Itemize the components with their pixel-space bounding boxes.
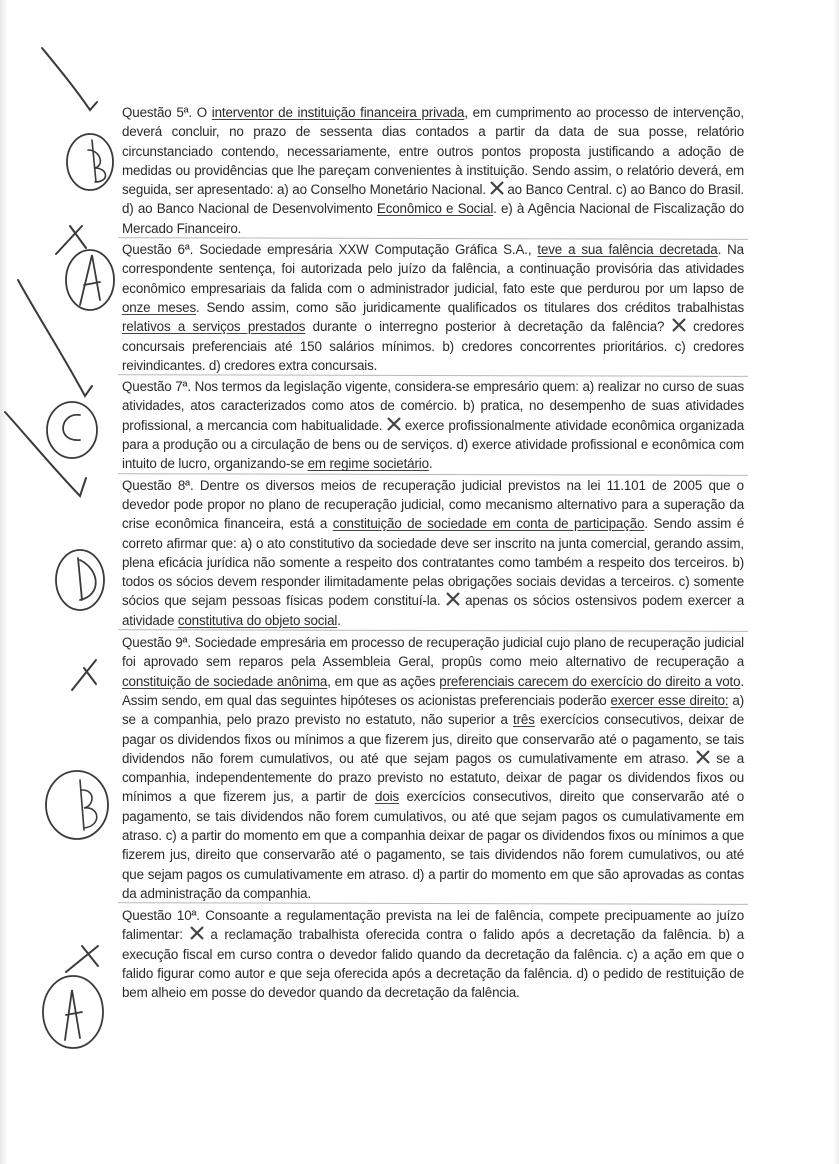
question-8: Questão 8ª. Dentre os diversos meios de recuperação judicial previstos na lei 11.101 de 2005 que o devedor pode propor no plano de recuperação judicial, como mecanismo alternativo para a superação da crise econômica financeira, está a constituição de sociedade em conta de participação. Sendo assim é correto afirmar que: a) o ato constitutivo da sociedade deve ser inscrito na junta comercial, gerando assim, plena eficácia jurídica não somente a respeito dos contratantes como também a respeito dos terceiros. b) todos os sócios devem responder ilimitadamente pelas obrigações sociais devidas a terceiros. c) somente sócios que sejam pessoas físicas podem constituí-la. apenas os sócios ostensivos podem exercer a atividade constitutiva do objeto social. <box>122 477 745 628</box>
answer-text: a reclamação trabalhista oferecida contra o falido após a decretação da falência. b) a execução fiscal em curso contra o devedor falido quando da decretação da falência. c) a ação em que o falido figurar como autor e que seja oferecida após a decretação da falência. d) o pedido de restituição de bem alheio em posse do devedor quando da decretação da falência. <box>122 927 745 1001</box>
question-label: Questão 8ª. <box>122 477 194 493</box>
question-5: Questão 5ª. O interventor de instituição financeira privada, em cumprimento ao processo de intervenção, deverá concluir, no prazo de sessenta dias contados a partir da data de sua posse, relatório circunstanciado contendo, necessariamente, entre outros pontos proposta justificando a adoção de medidas ou providências que lhe pareçam convenientes à instituição. Sendo assim, o relatório deverá, em seguida, ser apresentado: a) ao Conselho Monetário Nacional. ao Banco Central. c) ao Banco do Brasil. d) ao Banco Nacional de Desenvolvimento Econômico e Social. e) à Agência Nacional de Fiscalização do Mercado Financeiro. <box>122 105 744 236</box>
crossed-option-icon <box>696 752 710 764</box>
answer-text: apenas os sócios ostensivos podem exercer a atividade <box>122 593 744 628</box>
question-6: Questão 6ª. Sociedade empresária XXW Computação Gráfica S.A., teve a sua falência decretada. Na correspondente sentença, foi autorizada pelo juízo da falência, a continuação provisória das atividades econômico empresariais da falida com o administrador judicial, fato este que perdurou por um lapso de onze meses. Sendo assim, como são juridicamente qualificados os titulares dos créditos trabalhistas relativos a serviços prestados durante o interregno posterior à decretação da falência? credores concursais preferenciais até 150 salários mínimos. b) credores concorrentes prioritários. c) credores reivindicantes. d) credores extra concursais. <box>122 242 745 373</box>
question-label: Questão 7ª. <box>122 379 191 395</box>
handwritten-margin <box>0 0 130 1164</box>
question-9: Questão 9ª. Sociedade empresária em processo de recuperação judicial cujo plano de recuperação judicial foi aprovado sem reparos pela Assembleia Geral, propûs como meio alternativo de recuperação a constituição de sociedade anônima, em que as ações preferenciais carecem do exercício do direito a voto. Assim sendo, em qual das seguintes hipóteses os acionistas preferenciais poderão exercer esse direito: a) se a companhia, pelo prazo previsto no estatuto, não superior a três exercícios consecutivos, deixar de pagar os dividendos fixos ou mínimos a que fizerem jus, direito que conservarão até o pagamento, se tais dividendos não forem cumulativos, ou até que sejam pagos os cumulativamente em atraso. se a companhia, independentemente do prazo previsto no estatuto, deixar de pagar os dividendos fixos ou mínimos a que fizerem jus, a partir de dois exercícios consecutivos, direito que conservarão até o pagamento, se tais dividendos não forem cumulativos, ou até que sejam pagos os cumulativamente em atraso. c) a partir do momento em que a companhia deixar de pagar os dividendos fixos ou mínimos a que fizerem jus, direito que conservarão até o pagamento, se tais dividendos não forem cumulativos, ou até que sejam pagos os cumulativamente em atraso. d) a partir do momento em que são aprovadas as contas da administração da companhia. <box>122 635 745 901</box>
divider <box>118 902 748 905</box>
question-10: Questão 10ª. Consoante a regulamentação prevista na lei de falência, compete precipuamente ao juízo falimentar: a reclamação trabalhista oferecida contra o falido após a decretação da falência. b) a execução fiscal em curso contra o devedor falido quando da decretação da falência. c) a ação em que o falido figurar como autor e que seja oferecida após a decretação da falência. d) o pedido de restituição de bem alheio em posse do devedor quando da decretação da falência. <box>122 908 745 1001</box>
question-label: Questão 9ª. <box>122 635 191 651</box>
crossed-option-icon <box>672 320 686 332</box>
x-mark-icon <box>72 660 96 690</box>
circled-answer-d-icon <box>56 550 104 610</box>
scan-right-edge <box>833 0 839 1164</box>
question-label: Questão 5ª. <box>122 105 192 120</box>
underlined-phrase: interventor de instituição financeira privada <box>211 105 465 120</box>
question-text: , em cumprimento ao processo de intervenção, deverá concluir, no prazo de sessenta dias contados a partir da data de sua posse, relatório circunstanciado contendo, necessariamente, entre outros pontos proposta justificando a adoção de medidas ou providências que lhe pareçam convenientes à instituição. Sendo assim, o relatório deverá, em seguida, ser apresentado: a) ao Conselho Monetário Nacional. <box>122 105 744 198</box>
crossed-option-icon <box>490 183 504 195</box>
answer-text: ao Banco Central. c) ao Banco do Brasil. d) ao Banco Nacional de Desenvolvimento <box>122 182 744 217</box>
underlined-phrase: constituição de sociedade anônima <box>122 673 328 689</box>
x-mark-icon <box>66 946 98 972</box>
divider <box>118 629 748 632</box>
question-label: Questão 6ª. <box>122 242 194 258</box>
x-mark-icon <box>56 226 86 254</box>
check-mark-icon <box>42 48 97 110</box>
circled-answer-a-icon <box>66 250 114 310</box>
check-mark-icon <box>5 412 86 496</box>
circled-answer-a-icon <box>43 976 103 1048</box>
answer-text: credores concursais preferenciais até 150 salários mínimos. b) credores concorrentes prioritários. c) credores reivindicantes. d) credores extra concursais. <box>122 319 745 373</box>
answer-text: exerce profissionalmente atividade econômica organizada para a produção ou a circulação de bens ou de serviços. d) exerce atividade profissional e econômica com intuito de lucro, organizando-se <box>122 417 744 472</box>
circled-answer-c-icon <box>47 402 97 458</box>
circled-answer-b-icon <box>67 134 113 190</box>
question-label: Questão 10ª. <box>122 908 200 924</box>
answer-text: se a companhia, independentemente do prazo previsto no estatuto, deixar de pagar os dividendos fixos ou mínimos a que fizerem jus, a partir de <box>122 750 745 805</box>
crossed-option-icon <box>446 594 460 606</box>
underlined-phrase: constituição de sociedade em conta de participação <box>332 516 645 532</box>
crossed-option-icon <box>387 419 401 431</box>
circled-answer-b-icon <box>46 771 108 839</box>
underlined-phrase: teve a sua falência decretada <box>537 242 718 258</box>
question-7: Questão 7ª. Nos termos da legislação vigente, considera-se empresário quem: a) realizar no curso de suas atividades, atos caracterizados como atos de comércio. b) pratica, no desempenho de suas atividades profissional, a mercancia com habitualidade. exerce profissionalmente atividade econômica organizada para a produção ou a circulação de bens ou de serviços. d) exerce atividade profissional e econômica com intuito de lucro, organizando-se em regime societário. <box>122 379 744 472</box>
exam-content <box>122 103 744 1003</box>
crossed-option-icon <box>190 928 204 940</box>
